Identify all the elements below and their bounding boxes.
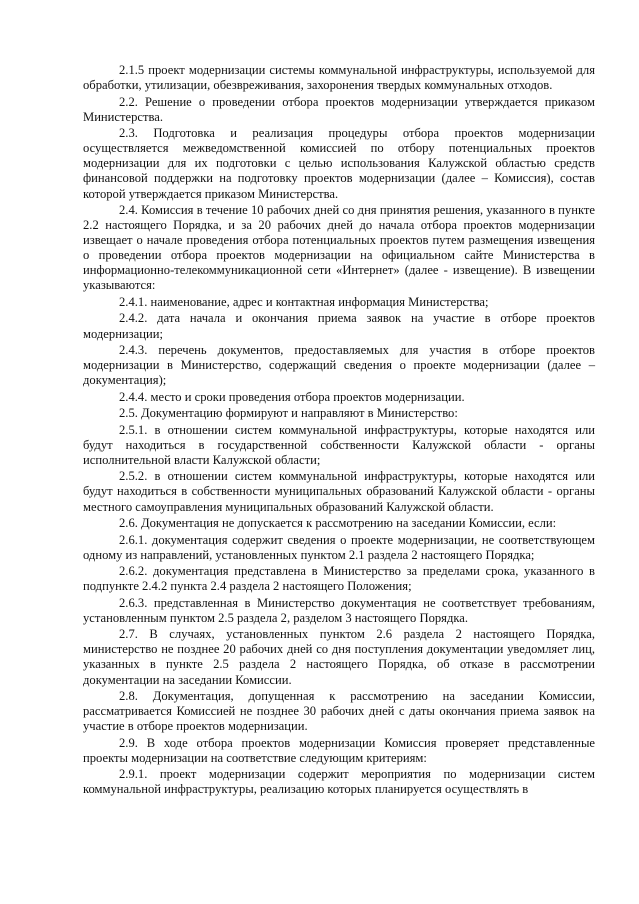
paragraph-2-6-2: 2.6.2. документация представлена в Министерство за пределами срока, указанного в подпункте 2.4.2 пункта 2.4 раздела 2 настоящего Положения; — [83, 564, 595, 594]
paragraph-2-9-1: 2.9.1. проект модернизации содержит мероприятия по модернизации систем коммунальной инфраструктуры, реализацию которых планируется осуществлять в — [83, 767, 595, 797]
paragraph-2-5-1: 2.5.1. в отношении систем коммунальной инфраструктуры, которые находятся или будут находиться в государственной собственности Калужской области - органы исполнительной власти Калужской области; — [83, 422, 595, 467]
paragraph-2-6-3: 2.6.3. представленная в Министерство документация не соответствует требованиям, установленным пунктом 2.5 раздела 2, разделом 3 настоящего Порядка. — [83, 595, 595, 625]
paragraph-2-6-1: 2.6.1. документация содержит сведения о проекте модернизации, не соответствующем одному из направлений, установленных пунктом 2.1 раздела 2 настоящего Порядка; — [83, 532, 595, 562]
paragraph-2-2: 2.2. Решение о проведении отбора проектов модернизации утверждается приказом Министерства. — [83, 94, 595, 124]
paragraph-2-8: 2.8. Документация, допущенная к рассмотрению на заседании Комиссии, рассматривается Комиссией не позднее 30 рабочих дней с даты окончания приема заявок на участие в отборе проектов модернизации. — [83, 689, 595, 734]
paragraph-2-4-2: 2.4.2. дата начала и окончания приема заявок на участие в отборе проектов модернизации; — [83, 311, 595, 341]
paragraph-2-9: 2.9. В ходе отбора проектов модернизации Комиссия проверяет представленные проекты модернизации на соответствие следующим критериям: — [83, 735, 595, 765]
paragraph-2-1-5: 2.1.5 проект модернизации системы коммунальной инфраструктуры, используемой для обработки, утилизации, обезвреживания, захоронения твердых коммунальных отходов. — [83, 63, 595, 93]
paragraph-2-5-2: 2.5.2. в отношении систем коммунальной инфраструктуры, которые находятся или будут находиться в собственности муниципальных образований Калужской области - органы местного самоуправления муниципальных образований Калужской области. — [83, 469, 595, 514]
paragraph-2-4-1: 2.4.1. наименование, адрес и контактная информация Министерства; — [119, 294, 489, 309]
paragraph-2-4-3: 2.4.3. перечень документов, предоставляемых для участия в отборе проектов модернизации в Министерство, содержащий сведения о проекте модернизации (далее – документация); — [83, 343, 595, 388]
paragraph-2-4: 2.4. Комиссия в течение 10 рабочих дней со дня принятия решения, указанного в пункте 2.2 настоящего Порядка, и за 20 рабочих дней до начала отбора проектов модернизации извещает о начале проведения отбора потенциальных проектов путем размещения извещения о проведении отбора проектов модернизации на официальном сайте Министерства в информационно-телекоммуникационной сети «Интернет» (далее - извещение). В извещении указываются: — [83, 203, 595, 293]
document-body — [83, 63, 595, 799]
paragraph-2-6: 2.6. Документация не допускается к рассмотрению на заседании Комиссии, если: — [119, 516, 557, 531]
paragraph-2-3: 2.3. Подготовка и реализация процедуры отбора проектов модернизации осуществляется межведомственной комиссией по отбору потенциальных проектов модернизации для их подготовки с целью использования Калужской областью средств финансовой поддержки на подготовку проектов модернизации (далее – Комиссия), состав которой утверждается приказом Министерства. — [83, 126, 595, 201]
paragraph-2-5: 2.5. Документацию формируют и направляют в Министерство: — [119, 406, 458, 421]
paragraph-2-4-4: 2.4.4. место и сроки проведения отбора проектов модернизации. — [119, 389, 465, 404]
paragraph-2-7: 2.7. В случаях, установленных пунктом 2.6 раздела 2 настоящего Порядка, министерство не позднее 20 рабочих дней со дня поступления документации уведомляет лиц, указанных в пункте 2.5 раздела 2 настоящего Порядка, об отказе в рассмотрении документации на заседании Комиссии. — [83, 627, 595, 687]
